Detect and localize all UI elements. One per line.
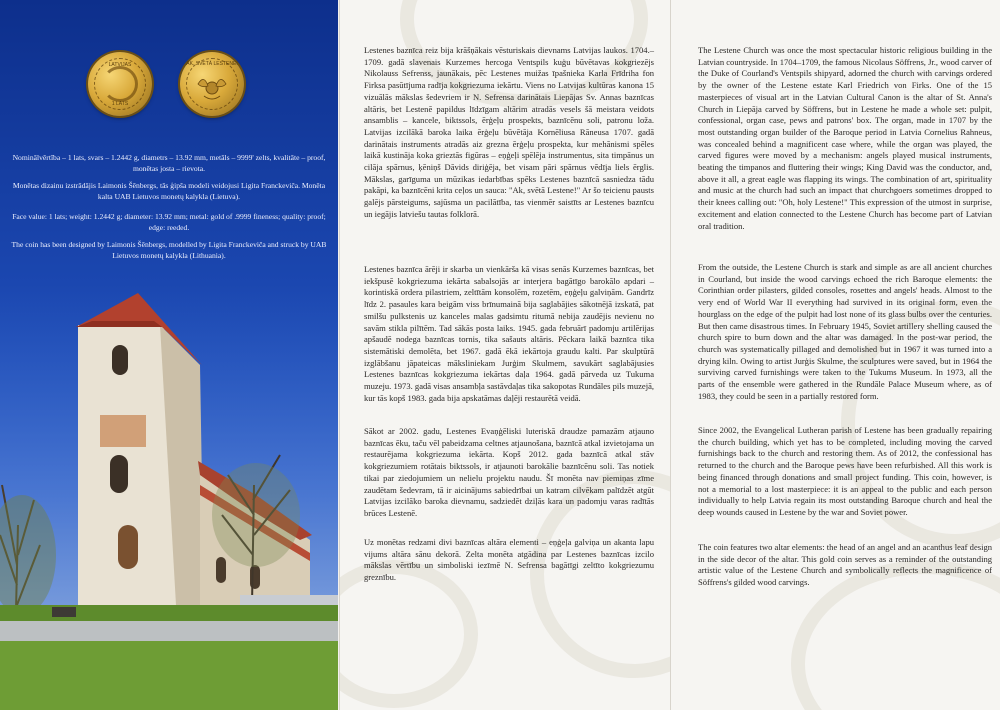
latvian-text-panel (339, 0, 670, 710)
coin-obverse-top-label: LATVIJAS (108, 62, 132, 68)
coin-design-english: The coin has been designed by Laimonis Šēnbergs, modelled by Ligita Franckeviča and struck by UAB Lietuvos monetų kalykla (Lithuania). (11, 240, 327, 260)
english-text-panel (670, 0, 1000, 710)
latvian-paragraph-4: Uz monētas redzami divi baznīcas altāra elementi – eņģeļa galviņa un akanta lapu vijums altāra sānu dekorā. Zelta monēta atgādina par Lestenes baznīcas izcilo mākslas vērtību un simboliski iezīmē N. Sefrensa bagātīgi zeltīto kokgriezumu greznību. (364, 537, 654, 583)
lestene-church-photo (0, 285, 338, 710)
latvian-paragraph-3: Sākot ar 2002. gadu, Lestenes Evaņģēliski luteriskā draudze pamazām atjauno baznīcas ēku, taču vēl pabeidzama celtnes atjaunošana, baznīcā atkal izvietojama un restaurējama kokgriezuma iekārta. Kopš 2012. gada baznīcā atkal stāv kokgriezumiem rotātais biktssols, ir atjaunoti barokālie baznīcēnu soli. Tas notiek tikai par ziedojumiem un nelielu projektu naudu. Šī monēta nav piemiņas zīme zaudētam šedevram, tā ir aicinājums sabiedrībai un katram cilvēkam palīdzēt atgūt Latvijas izcilāko baroka dievnamu, sadziedēt dziļās kara un padomju varas radītās brūces Lestenē. (364, 426, 654, 518)
angel-head-icon (196, 72, 228, 102)
coin-specs-latvian: Nominālvērtība – 1 lats, svars – 1.2442 g, diametrs – 13.92 mm, metāls – 9999' zelts, kvalitāte – proof, monētas josta – rievota. (12, 153, 326, 173)
english-paragraph-2: From the outside, the Lestene Church is stark and simple as are all ancient churches in Courland, but inside the wood carvings echoed the rich Baroque elements: the Corinthian order pilasters, gilded consoles, rosettes and angels' heads. Almost to the very end of World War II everything had survived in its original form, even the hourglass on the edge of the pulpit had lost none of its glass bulbs over the centuries. But then came disastrous times. In February 1945, Soviet artillery shelling caused the church spire to burn down and the altar was damaged. In the post-war period, the church was systematically pillaged and demolished but in 1967 it was turned into a drying kiln. Owing to artist Jurģis Skulme, the sculptures were saved, but in 1964 the surviving carved furnishings were taken to the Tukums Museum. In 1973, all the parts of the ensemble were gathered in the Rundāle Palace Museum where, as of 1983, they could be seen in a partially restored form. (698, 262, 992, 401)
latvian-paragraph-1: Lestenes baznīca reiz bija krāšņākais vēsturiskais dievnams Latvijas laukos. 1704.–1709. gadā slavenais Kurzemes hercoga Ventspils kuģu būvētavas kokgriezējs Nikolauss Sefrenss, jaunākais, pēc Lestenes muižas īpašnieka Karla Frīdriha fon Firksa pasūtījuma radīja kokgriezuma iekārtu. Viens no Latvijas kultūras kanona 15 vizuālās mākslas šedevriem ir N. Sefrensa darinātais Liepājas Sv. Annas baznīcas altāris, bet Lestenē papildus līdzīgam altārim atradās vesels šā meistara veidots ansamblis – kancele, biktssols, ērģeļu prospekts, baznīcēnu soli, patronu loža. Latvijas izcilākā baroka laika ērģeļu būvētāja Kornēliusa Rāneusa 1707. gadā darinātais instruments atradās aiz grezna ērģeļu prospekta, kur mehānismi spēles laikā kustināja koka grieztās figūras – eņģeļi spēlēja instrumentus, sita timpānus un cilāja spārnus, ķēniņš Dāvids diriģēja, bet visam pāri spārnus vēdīja liels ērglis. Mākslas, garīguma un mūzikas iedarbības spēks Lestenes baznīcā sasniedza tādu pakāpi, ka baznīcēni krita ceļos un sauca: "Ak, svētā Lestene!" Ar šo teicienu pausts galējs pārsteigums, sajūsma un pacilātība, tas vienmēr saistīts ar Lestenes baznīcu un iegājis latviešu tautas folklorā. (364, 45, 654, 219)
coin-obverse-value-label: 1 LATS (111, 101, 129, 107)
coin-obverse-image (88, 52, 152, 116)
coin-reverse-top-label: AK, SVĒTĀ LESTENE! (186, 61, 238, 67)
latvian-paragraph-2: Lestenes baznīca ārēji ir skarba un vienkārša kā visas senās Kurzemes baznīcas, bet iekšpusē kokgriezuma iekārta sabalsojās ar interjera bagātīgo barokālo apdari – korintiskā ordera pilastriem, zeltītām konsolēm, rozetēm, eņģeļu galviņām. Gandrīz līdz 2. pasaules kara beigām viss brīnumainā bija saglabājies sākotnējā izskatā, pat smilšu pulkstenis uz kanceles malas gadsimtu ritumā nebija zaudējis nevienu no savām stikla pilītēm. Tad sākās posta laiks. 1945. gada februārī padomju artilērijas apšaudē nodega baznīcas tornis, tika sašauts altāris. Pēckara laikā baznīca tika sistemātiski demolēta, bet 1967. gadā ēkā iekārtoja graudu kalti. Par skulptūrā izglābšanu jāpateicas māksliniekam Jurģim Skulmem, savukārt saglabājusies Lestenes baznīcas kokgriezuma iekārtas daļa 1964. gadā pārveda uz Tukuma muzeju. 1973. gadā visas ansambļa sastāvdaļas tika sakopotas Rundāles pils muzejā, kur tās kopš 1983. gada bija apskatāmas daļēji restaurētā veidā. (364, 264, 654, 403)
english-paragraph-4: The coin features two altar elements: the head of an angel and an acanthus leaf design in the side decor of the altar. This gold coin serves as a reminder of the outstanding artistic value of the Lestene Church and symbolically reflects the magnificence of Söffrens's gilded wood carvings. (698, 542, 992, 588)
english-paragraph-1: The Lestene Church was once the most spectacular historic religious building in the Latvian countryside. In 1704–1709, the famous Nicolaus Söffrens, Jr., wood carver of the Duke of Courland's Ventspils shipyard, adorned the church with carvings ordered by the owner of the Lestene estate Karl Friedrich von Firks. One of the 15 masterpieces of visual art in the Latvian Cultural Canon is the altar of St. Anna's Church in Liepāja carved by Söffrens, but in Lestene he made a whole set: pulpit, confessional, organ case, pews and patrons' box. The organ, made in 1707 by the most outstanding organ builder of the Baroque period in Latvia Cornelius Rahneus, was concealed behind a magnificent case where, while the organ was played, the carved figures were moved by a mechanism: angels played musical instruments, beating the timpanos and fluttering their wings; King David was the conductor, and, above it all, a great eagle was flapping its wings. The combination of art, spirituality and music at the church had such an impact that churchgoers sometimes dropped to their knees calling out: "Oh, holy Lestene!" This expression of the utmost in surprise, excitement and elation connected to the Lestene Church has become part of Latvian oral tradition. (698, 45, 992, 231)
coin-specs-english: Face value: 1 lats; weight: 1.2442 g; diameter: 13.92 mm; metal: gold of .9999 fineness; quality: proof; edge: reeded. (12, 212, 326, 232)
english-paragraph-3: Since 2002, the Evangelical Lutheran parish of Lestene has been gradually repairing the church building, which yet has to be completed, including moving the carved furnishings back to the church and restoring them. As of 2012, the confessional has returned to the church and the Baroque pews have been refurbished. All this work is being financed through donations and small project funding. This coin, however, is not a memorial to a lost masterpiece: it is an appeal to the public and each person individually to help Latvia regain its most outstanding Baroque church and heal the deep wounds caused in Lestene by the war and Soviet power. (698, 425, 992, 517)
coin-design-latvian: Monētas dizainu izstrādājis Laimonis Šēnbergs, tās ģipša modeli veidojusi Ligita Franckeviča. Monēta kalta UAB Lietuvos monetų kalykla (Lietuva). (12, 181, 326, 201)
coin-reverse-image (180, 52, 244, 116)
left-panel (0, 0, 338, 710)
